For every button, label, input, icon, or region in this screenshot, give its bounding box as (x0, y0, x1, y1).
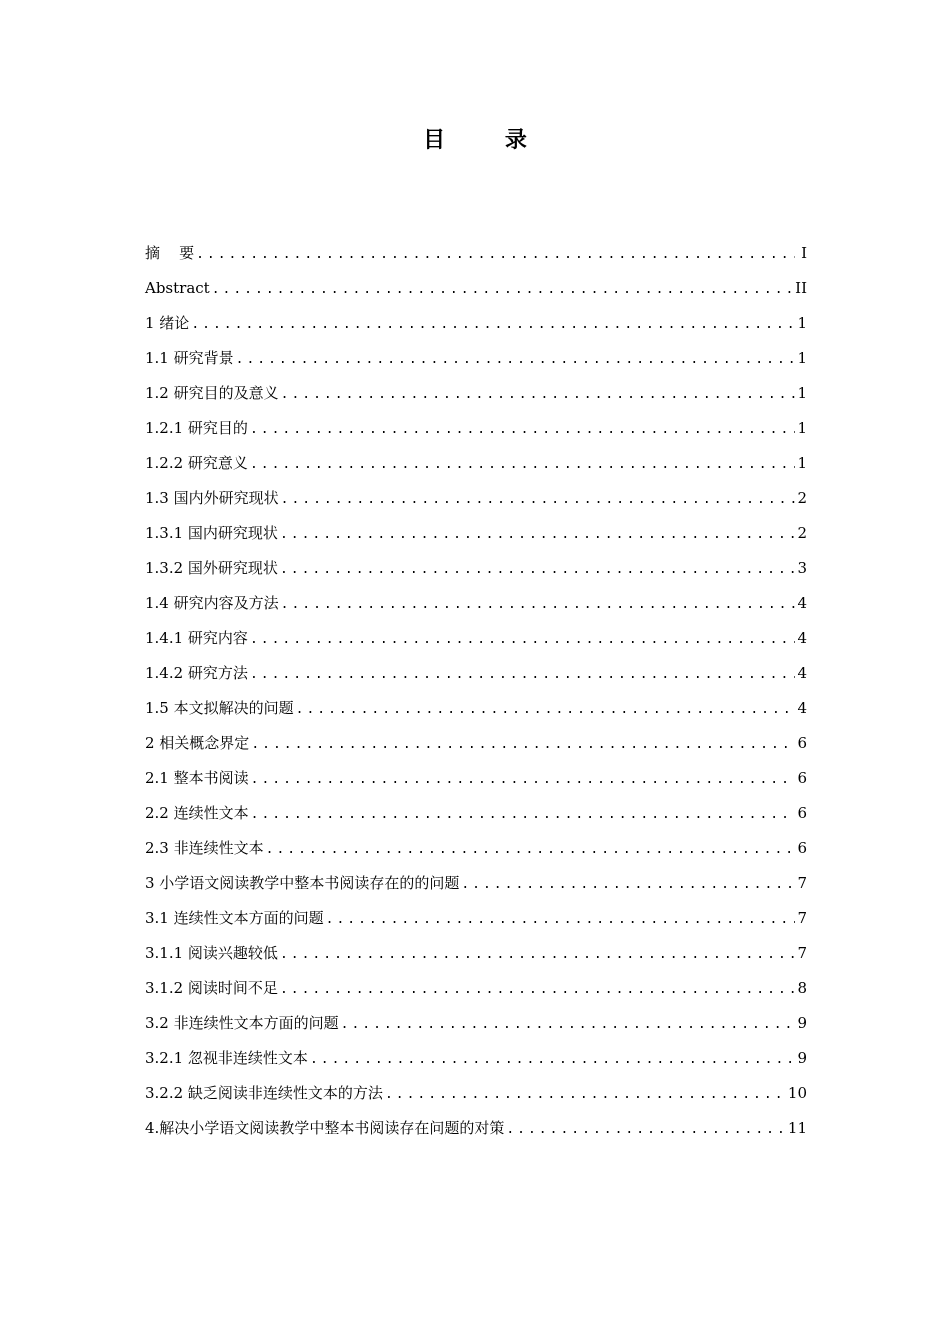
toc-leader-dots (250, 622, 795, 657)
toc-entry-page: 11 (787, 1119, 807, 1137)
toc-entry[interactable] (145, 481, 807, 516)
toc-entry-label: 1.2 研究目的及意义 (145, 384, 279, 402)
toc-entry-label: 2.2 连续性文本 (145, 804, 249, 822)
toc-entry-page: 1 (797, 454, 807, 472)
toc-entry-page: 1 (797, 314, 807, 332)
toc-entry-page: 6 (797, 734, 807, 752)
toc-leader-dots (281, 587, 795, 622)
toc-leader-dots (326, 902, 795, 937)
toc-entry[interactable] (145, 1111, 807, 1146)
toc-entry-label: 3.2.2 缺乏阅读非连续性文本的方法 (145, 1084, 383, 1102)
toc-entry-label: 1.2.2 研究意义 (145, 454, 248, 472)
toc-leader-dots (236, 342, 795, 377)
toc-entry-page: 6 (797, 804, 807, 822)
toc-entry[interactable] (145, 796, 807, 831)
toc-entry-label: 1.3.1 国内研究现状 (145, 524, 278, 542)
toc-leader-dots (281, 377, 795, 412)
toc-entry[interactable] (145, 446, 807, 481)
toc-entry-page: 1 (797, 384, 807, 402)
toc-entry-label: 1 绪论 (145, 314, 190, 332)
toc-entry-page: 4 (797, 594, 807, 612)
toc-entry-page: 4 (797, 629, 807, 647)
toc-entry-label: 1.4.1 研究内容 (145, 629, 248, 647)
toc-leader-dots (250, 657, 795, 692)
toc-entry[interactable] (145, 1006, 807, 1041)
toc-entry-label: 摘 要 (145, 244, 195, 262)
toc-leader-dots (506, 1112, 786, 1147)
toc-leader-dots (196, 237, 795, 272)
toc-entry-label: 1.3.2 国外研究现状 (145, 559, 278, 577)
toc-leader-dots (191, 307, 795, 342)
toc-entry-page: 8 (797, 979, 807, 997)
toc-leader-dots (280, 937, 795, 972)
toc-entry-label: 3.2 非连续性文本方面的问题 (145, 1014, 339, 1032)
toc-entry-label: 1.4 研究内容及方法 (145, 594, 279, 612)
toc-leader-dots (212, 272, 793, 307)
toc-entry-label: 2.1 整本书阅读 (145, 769, 249, 787)
toc-entry-page: 6 (797, 769, 807, 787)
toc-entry-label: 1.2.1 研究目的 (145, 419, 248, 437)
toc-leader-dots (250, 447, 795, 482)
toc-entry[interactable] (145, 306, 807, 341)
toc-leader-dots (251, 797, 795, 832)
toc-entry-page: 2 (797, 524, 807, 542)
toc-leader-dots (251, 762, 795, 797)
toc-entry-page: 7 (797, 874, 807, 892)
toc-entry-label: 3.1 连续性文本方面的问题 (145, 909, 324, 927)
toc-leader-dots (280, 552, 795, 587)
toc-entry[interactable] (145, 236, 807, 271)
toc-entry-page: 2 (797, 489, 807, 507)
toc-entry-label: 1.1 研究背景 (145, 349, 234, 367)
toc-entry[interactable] (145, 901, 807, 936)
toc-leader-dots (461, 867, 795, 902)
toc-entry-page: 9 (797, 1049, 807, 1067)
toc-leader-dots (280, 972, 795, 1007)
toc-entry-label: Abstract (145, 279, 210, 297)
toc-entry[interactable] (145, 971, 807, 1006)
toc-entry-page: 1 (797, 349, 807, 367)
toc-leader-dots (266, 832, 795, 867)
toc-entry[interactable] (145, 761, 807, 796)
toc-leader-dots (280, 517, 795, 552)
toc-leader-dots (251, 727, 795, 762)
toc-entry-label: 3 小学语文阅读教学中整本书阅读存在的的问题 (145, 874, 460, 892)
toc-entry[interactable] (145, 831, 807, 866)
toc-entry-page: 4 (797, 699, 807, 717)
toc-leader-dots (385, 1077, 786, 1112)
toc-entry-page: I (801, 244, 807, 262)
table-of-contents (145, 236, 807, 1146)
toc-entry[interactable] (145, 551, 807, 586)
toc-entry-page: 6 (797, 839, 807, 857)
toc-entry-page: 1 (797, 419, 807, 437)
toc-entry-page: 9 (797, 1014, 807, 1032)
toc-leader-dots (310, 1042, 795, 1077)
toc-leader-dots (296, 692, 795, 727)
toc-entry[interactable] (145, 866, 807, 901)
toc-entry-label: 2 相关概念界定 (145, 734, 250, 752)
toc-entry[interactable] (145, 516, 807, 551)
toc-entry-label: 2.3 非连续性文本 (145, 839, 264, 857)
toc-entry[interactable] (145, 656, 807, 691)
toc-entry[interactable] (145, 586, 807, 621)
toc-leader-dots (250, 412, 795, 447)
toc-entry-label: 3.1.2 阅读时间不足 (145, 979, 278, 997)
toc-entry-label: 1.5 本文拟解决的问题 (145, 699, 294, 717)
toc-leader-dots (341, 1007, 795, 1042)
toc-entry-label: 3.1.1 阅读兴趣较低 (145, 944, 278, 962)
toc-entry-page: 3 (797, 559, 807, 577)
toc-entry[interactable] (145, 1076, 807, 1111)
toc-entry-page: 7 (797, 909, 807, 927)
page-title: 目 录 (423, 127, 553, 153)
toc-entry-label: 1.3 国内外研究现状 (145, 489, 279, 507)
toc-entry-page: 10 (787, 1084, 807, 1102)
toc-entry[interactable] (145, 1041, 807, 1076)
toc-entry[interactable] (145, 271, 807, 306)
toc-entry[interactable] (145, 726, 807, 761)
toc-entry-label: 3.2.1 忽视非连续性文本 (145, 1049, 308, 1067)
toc-entry-page: II (795, 279, 807, 297)
toc-entry[interactable] (145, 376, 807, 411)
toc-entry[interactable] (145, 341, 807, 376)
toc-entry[interactable] (145, 936, 807, 971)
toc-entry[interactable] (145, 691, 807, 726)
toc-entry-label: 1.4.2 研究方法 (145, 664, 248, 682)
toc-entry-page: 7 (797, 944, 807, 962)
toc-leader-dots (281, 482, 795, 517)
toc-entry-label: 4.解决小学语文阅读教学中整本书阅读存在问题的对策 (145, 1119, 505, 1137)
toc-entry[interactable] (145, 621, 807, 656)
toc-entry-page: 4 (797, 664, 807, 682)
toc-entry[interactable] (145, 411, 807, 446)
